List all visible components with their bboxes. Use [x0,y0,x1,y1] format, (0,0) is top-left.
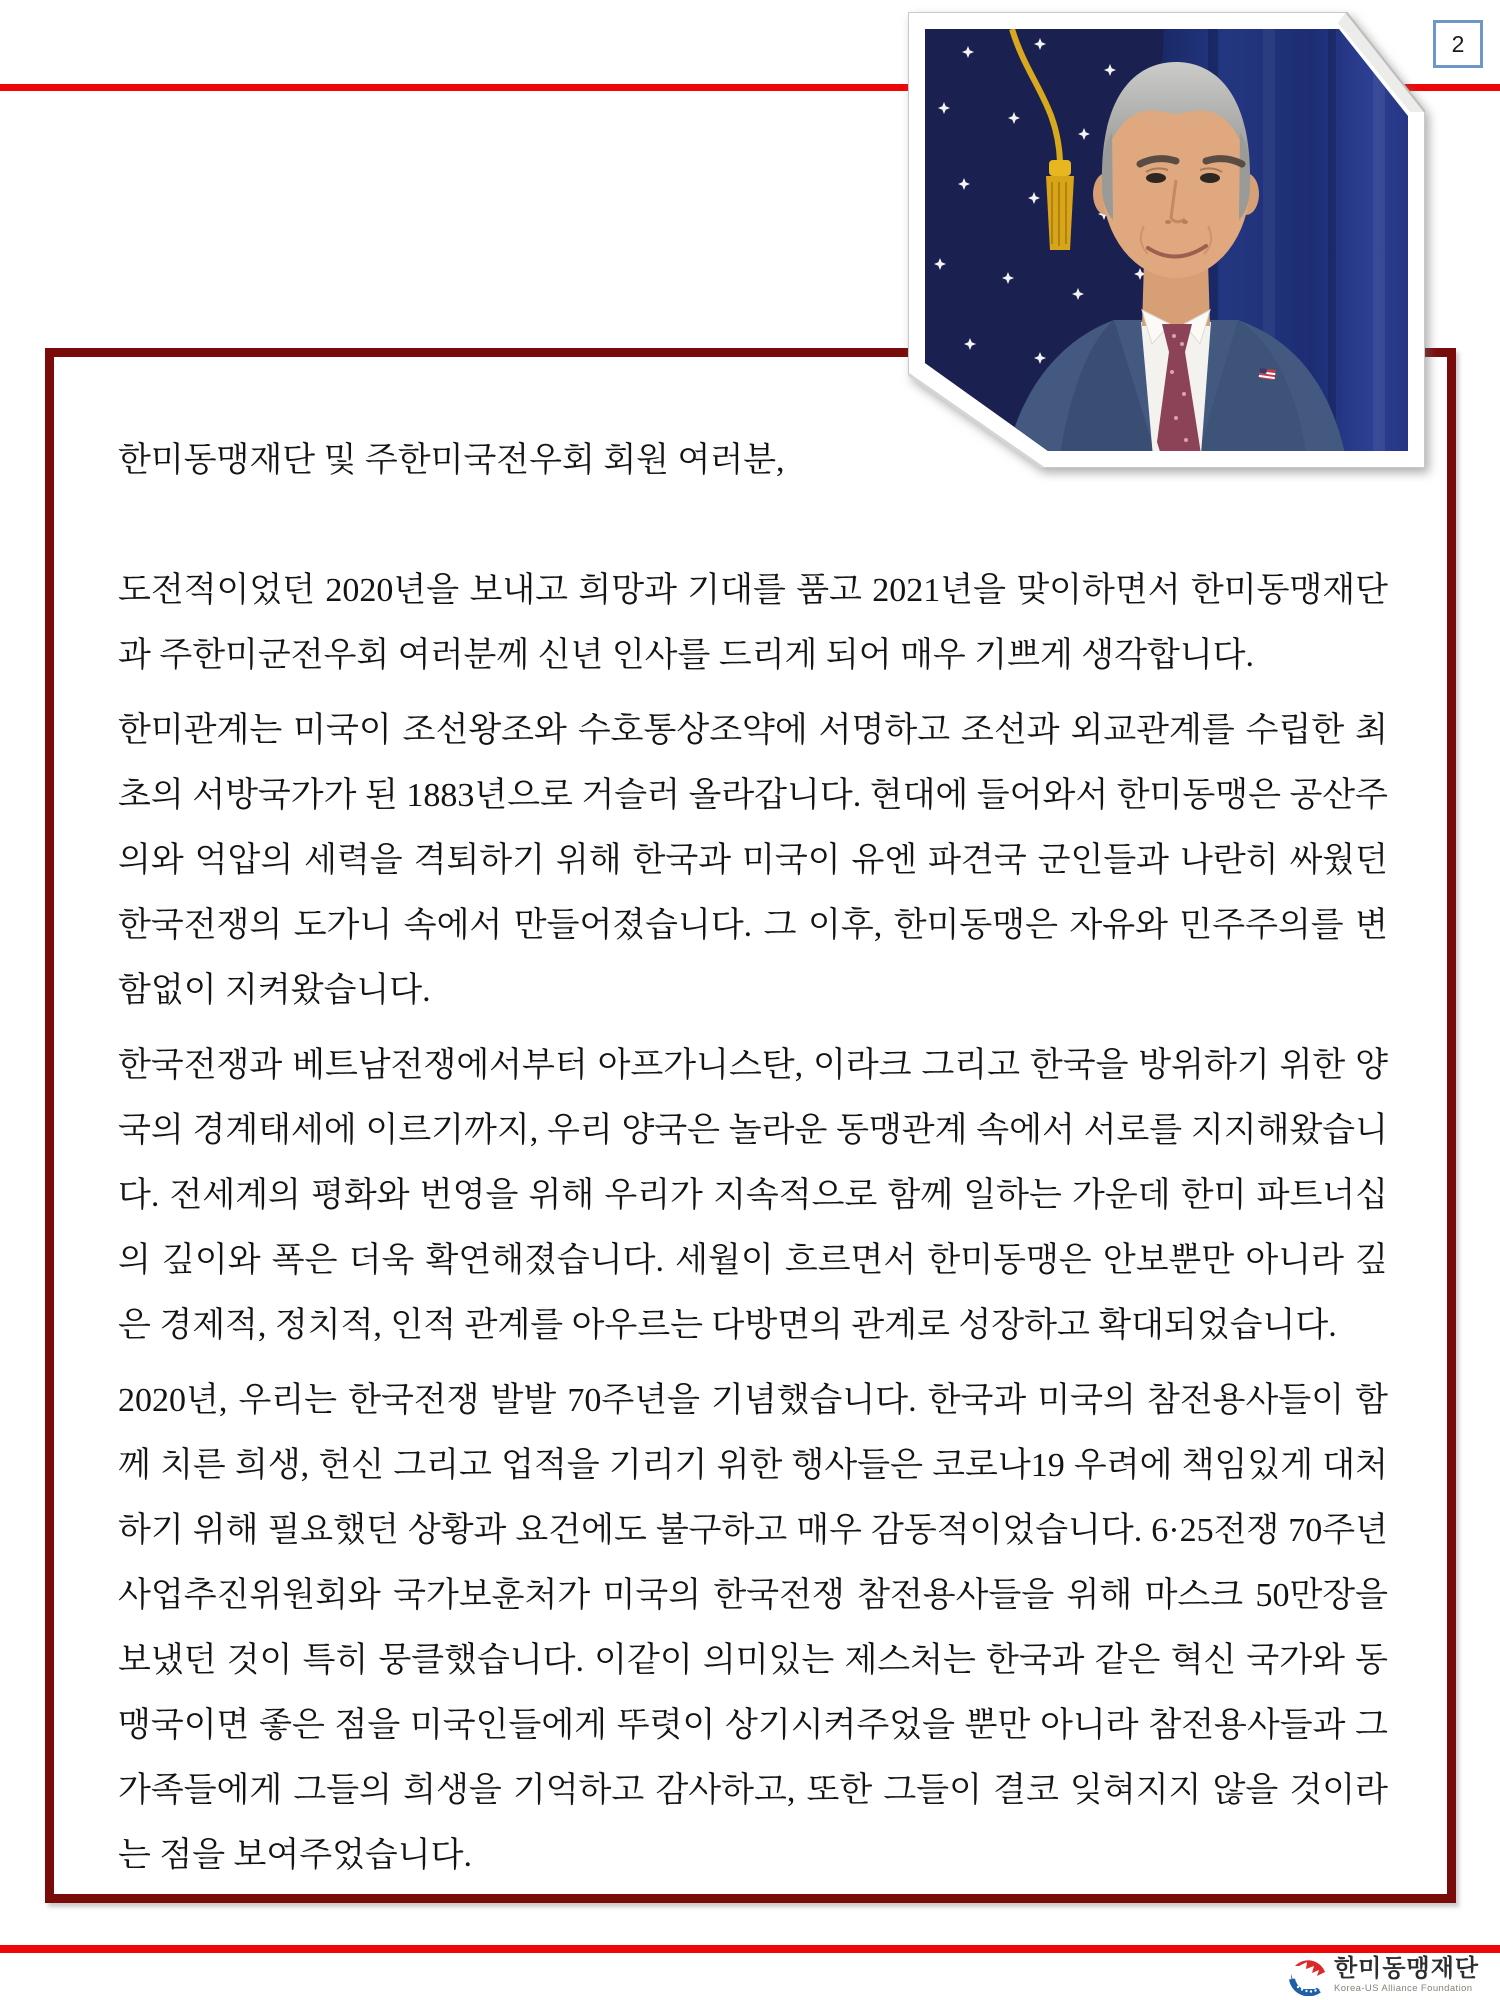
photo-image [925,29,1408,468]
letter-paragraph: 도전적이었던 2020년을 보내고 희망과 기대를 품고 2021년을 맞이하면서 한미동맹재단과 주한미군전우회 여러분께 신년 인사를 드리게 되어 매우 기쁘게 생각합니다. [118,572,1388,674]
page-number-box [1433,20,1483,68]
bottom-divider-line [0,1945,1500,1953]
foundation-logo [1289,1956,1479,1996]
foundation-logo-icon [1289,1956,1327,1996]
letter-greeting: 한미동맹재단 및 주한미국전우회 회원 여러분, [118,442,785,479]
foundation-logo-text: 한미동맹재단 [1334,1955,1480,1982]
letter-paragraph: 한미관계는 미국이 조선왕조와 수호통상조약에 서명하고 조선과 외교관계를 수립한 최초의 서방국가가 된 1883년으로 거슬러 올라갑니다. 현대에 들어와서 한미동맹은 공산주의와 억압의 세력을 격퇴하기 위해 한국과 미국이 유엔 파견국 군인들과 나란히 싸웠던 한국전쟁의 도가니 속에서 만들어졌습니다. 그 이후, 한미동맹은 자유와 민주주의를 변함없이 지켜왔습니다. [118,712,1388,1009]
ambassador-photo-frame [908,12,1425,468]
ambassador-photo [908,12,1425,468]
page-number: 2 [1451,30,1465,57]
foundation-logo-subtitle: Korea-US Alliance Foundation [1334,1983,1473,1994]
letter-paragraph: 한국전쟁과 베트남전쟁에서부터 아프가니스탄, 이라크 그리고 한국을 방위하기 위한 양국의 경계태세에 이르기까지, 우리 양국은 놀라운 동맹관계 속에서 서로를 지지해왔습니다. 전세계의 평화와 번영을 위해 우리가 지속적으로 함께 일하는 가운데 한미 파트너십의 깊이와 폭은 더욱 확연해졌습니다. 세월이 흐르면서 한미동맹은 안보뿐만 아니라 깊은 경제적, 정치적, 인적 관계를 아우르는 다방면의 관계로 성장하고 확대되었습니다. [118,1047,1388,1344]
letter-body [118,428,1388,1898]
letter-paragraph: 2020년, 우리는 한국전쟁 발발 70주년을 기념했습니다. 한국과 미국의 참전용사들이 함께 치른 희생, 헌신 그리고 업적을 기리기 위한 행사들은 코로나19 우려에 책임있게 대처하기 위해 필요했던 상황과 요건에도 불구하고 매우 감동적이었습니다. 6·25전쟁 70주년 사업추진위원회와 국가보훈처가 미국의 한국전쟁 참전용사들을 위해 마스크 50만장을 보냈던 것이 특히 뭉클했습니다. 이같이 의미있는 제스처는 한국과 같은 혁신 국가와 동맹국이면 좋은 점을 미국인들에게 뚜렷이 상기시켜주었을 뿐만 아니라 참전용사들과 그 가족들에게 그들의 희생을 기억하고 감사하고, 또한 그들이 결코 잊혀지지 않을 것이라는 점을 보여주었습니다. [118,1382,1388,1874]
